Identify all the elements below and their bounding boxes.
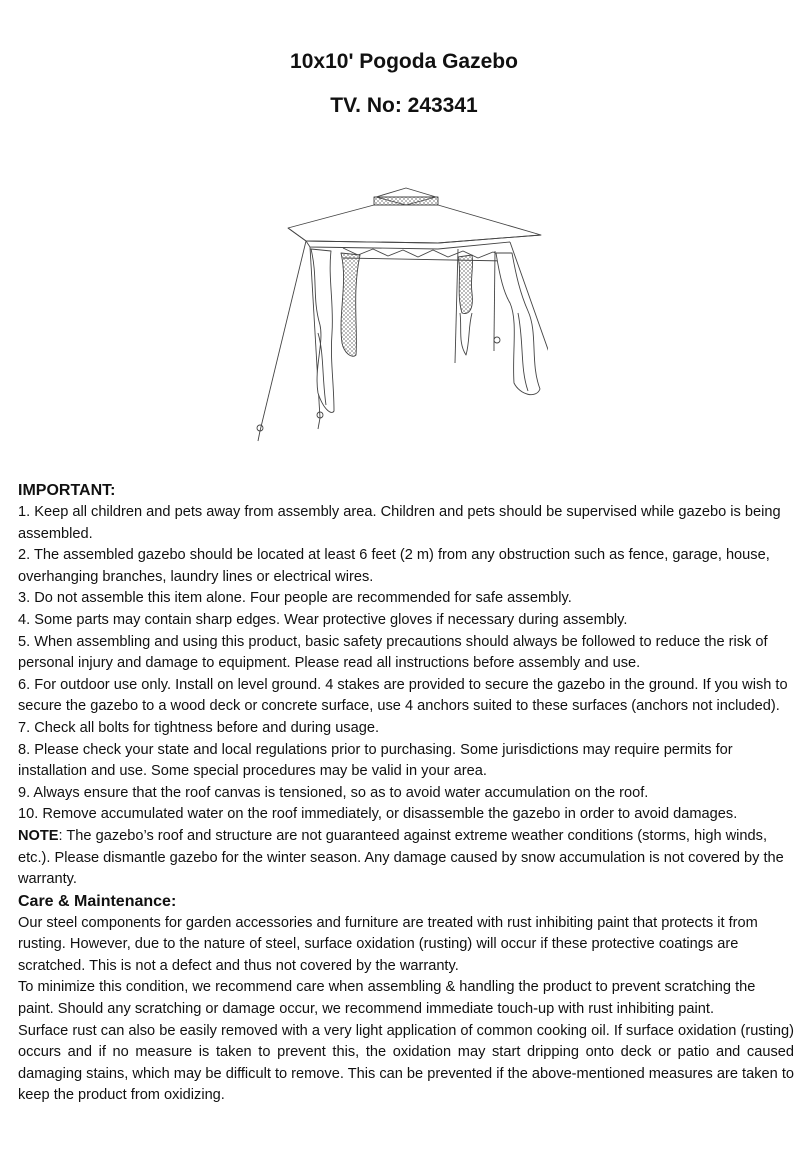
important-item-1: 1. Keep all children and pets away from assembly area. Children and pets should be supervised while gazebo is being assembled. (18, 504, 781, 542)
important-item-7: 7. Check all bolts for tightness before and during usage. (18, 719, 380, 736)
tv-number: TV. No: 243341 (330, 94, 478, 117)
important-item-6: 6. For outdoor use only. Install on level ground. 4 stakes are provided to secure the gazebo in the ground. If you wish to secure the gazebo to a wood deck or concrete surface, use 4 anchors suited to these surfaces (anchors not included). (18, 676, 788, 715)
care-paragraph-3: Surface rust can also be easily removed with a very light application of common cooking oil. If surface oxidation (rusting) occurs and if no measure is taken to prevent this, the oxidation may start dripping onto deck or patio and caused damaging stains, which may be difficult to remove. This can be prevented if the above-mentioned measures are taken to keep the product from oxidizing. (18, 1022, 794, 1104)
instructions-content (18, 480, 794, 1107)
note-label: NOTE (18, 827, 59, 844)
note-text: : The gazebo’s roof and structure are not guaranteed against extreme weather conditions (storms, high winds, etc.). Please dismantle gazebo for the winter season. Any damage caused by snow accumulation is not covered by the warranty. (18, 827, 784, 888)
note (18, 826, 794, 891)
important-item-4: 4. Some parts may contain sharp edges. Wear protective gloves if necessary during assembly. (18, 611, 628, 628)
care-paragraph-2: To minimize this condition, we recommend care when assembling & handling the product to prevent scratching the paint. Should any scratching or damage occur, we recommend immediate touch-up with rust inhibiting paint. (18, 979, 756, 1018)
important-heading: IMPORTANT: (18, 482, 116, 499)
care-heading: Care & Maintenance: (18, 892, 177, 910)
care-paragraph-1: Our steel components for garden accessories and furniture are treated with rust inhibiting paint that protects it from rusting. However, due to the nature of steel, surface oxidation (rusting) will occur if these protective coatings are scratched. This is not a defect and thus not covered by the warranty. (18, 914, 758, 974)
important-item-2: 2. The assembled gazebo should be located at least 6 feet (2 m) from any obstruction such as fence, garage, house, overhanging branches, laundry lines or electrical wires. (18, 547, 770, 585)
important-item-9: 9. Always ensure that the roof canvas is tensioned, so as to avoid water accumulation on the roof. (18, 784, 649, 801)
gazebo-illustration-icon (248, 183, 548, 448)
important-item-3: 3. Do not assemble this item alone. Four people are recommended for safe assembly. (18, 590, 572, 607)
important-item-5: 5. When assembling and using this product, basic safety precautions should always be followed to reduce the risk of personal injury and damage to equipment. Please read all instructions before assembly and use. (18, 633, 768, 672)
page-title: 10x10' Pogoda Gazebo (290, 50, 518, 73)
important-item-8: 8. Please check your state and local regulations prior to purchasing. Some jurisdictions may require permits for installation and use. Some special procedures may be valid in your area. (18, 741, 733, 780)
important-item-10: 10. Remove accumulated water on the roof immediately, or disassemble the gazebo in order to avoid damages. (18, 806, 738, 823)
